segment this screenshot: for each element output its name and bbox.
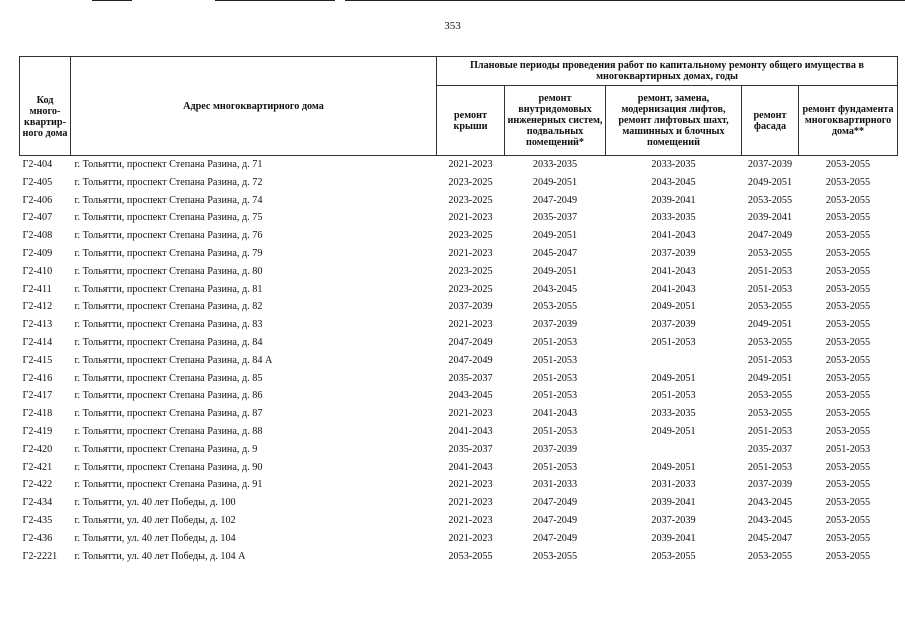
cell-code: Г2-410 — [22, 265, 53, 277]
table-row — [20, 352, 898, 370]
cell-address: г. Тольятти, проспект Степана Разина, д. 79 — [74, 247, 263, 259]
table-row — [20, 494, 898, 512]
cell-facade: 2051-2053 — [747, 283, 793, 295]
cell-foundation: 2053-2055 — [825, 265, 871, 277]
cell-facade: 2053-2055 — [747, 247, 793, 259]
cell-foundation: 2053-2055 — [825, 176, 871, 188]
cell-lifts: 2049-2051 — [651, 425, 696, 437]
cell-lifts: 2031-2033 — [651, 479, 696, 491]
cell-foundation: 2053-2055 — [825, 336, 871, 348]
table-row — [20, 548, 898, 566]
repair-schedule-table — [19, 56, 898, 565]
table-row — [20, 405, 898, 423]
cell-code: Г2-416 — [22, 372, 53, 384]
cell-code: Г2-407 — [22, 212, 53, 224]
cell-foundation: 2053-2055 — [825, 514, 871, 526]
top-rule — [92, 0, 132, 1]
cell-roof: 2043-2045 — [448, 390, 493, 402]
cell-engineering: 2051-2053 — [532, 336, 578, 348]
table-row — [20, 334, 898, 352]
cell-roof: 2021-2023 — [448, 247, 493, 259]
cell-facade: 2047-2049 — [747, 230, 793, 242]
cell-engineering: 2035-2037 — [532, 212, 578, 224]
cell-address: г. Тольятти, проспект Степана Разина, д. 80 — [74, 265, 263, 277]
cell-address: г. Тольятти, проспект Степана Разина, д. 90 — [74, 461, 263, 473]
cell-foundation: 2053-2055 — [825, 461, 871, 473]
cell-code: Г2-411 — [22, 283, 52, 295]
cell-address: г. Тольятти, проспект Степана Разина, д. 83 — [74, 319, 263, 331]
cell-foundation: 2053-2055 — [825, 497, 871, 509]
cell-address: г. Тольятти, проспект Степана Разина, д. 91 — [74, 479, 263, 491]
cell-roof: 2021-2023 — [448, 319, 493, 331]
cell-code: Г2-409 — [22, 247, 53, 259]
cell-address: г. Тольятти, проспект Степана Разина, д. 71 — [74, 159, 263, 170]
cell-code: Г2-420 — [22, 443, 53, 455]
cell-roof: 2023-2025 — [448, 265, 493, 277]
cell-facade: 2045-2047 — [747, 532, 793, 544]
cell-address: г. Тольятти, проспект Степана Разина, д. 82 — [74, 301, 263, 313]
cell-engineering: 2049-2051 — [532, 230, 578, 242]
cell-code: Г2-414 — [22, 336, 53, 348]
cell-address: г. Тольятти, проспект Степана Разина, д. 86 — [74, 390, 263, 402]
cell-code: Г2-422 — [22, 479, 53, 491]
cell-engineering: 2033-2035 — [532, 159, 578, 170]
cell-roof: 2021-2023 — [448, 408, 493, 420]
cell-lifts: 2041-2043 — [651, 230, 696, 242]
cell-engineering: 2043-2045 — [532, 283, 578, 295]
cell-foundation: 2053-2055 — [825, 372, 871, 384]
cell-lifts: 2037-2039 — [651, 247, 696, 259]
cell-foundation: 2053-2055 — [825, 390, 871, 402]
cell-address: г. Тольятти, проспект Степана Разина, д. 84 А — [74, 354, 273, 366]
cell-foundation: 2053-2055 — [825, 319, 871, 331]
header-code: Код много-квартир-ного дома — [20, 57, 71, 156]
cell-facade: 2043-2045 — [747, 497, 793, 509]
cell-engineering: 2045-2047 — [532, 247, 578, 259]
cell-foundation: 2053-2055 — [825, 425, 871, 437]
cell-foundation: 2053-2055 — [825, 230, 871, 242]
page-number: 353 — [444, 20, 461, 32]
cell-engineering: 2051-2053 — [532, 390, 578, 402]
cell-address: г. Тольятти, ул. 40 лет Победы, д. 104 А — [74, 550, 246, 562]
cell-code: Г2-418 — [22, 408, 53, 420]
table-row — [20, 174, 898, 192]
cell-facade: 2053-2055 — [747, 336, 793, 348]
header-lifts: ремонт, замена, модернизация лифтов, ремонт лифтовых шахт, машинных и блочных помещений — [606, 86, 742, 156]
cell-lifts: 2043-2045 — [651, 176, 696, 188]
cell-code: Г2-434 — [22, 497, 53, 509]
cell-engineering: 2037-2039 — [532, 319, 578, 331]
table-row — [20, 298, 898, 316]
header-address: Адрес многоквартирного дома — [71, 57, 437, 156]
cell-roof: 2021-2023 — [448, 514, 493, 526]
cell-lifts: 2049-2051 — [651, 461, 696, 473]
header-facade: ремонт фасада — [742, 86, 799, 156]
cell-address: г. Тольятти, проспект Степана Разина, д. 74 — [74, 194, 263, 206]
cell-code: Г2-404 — [22, 159, 53, 170]
cell-facade: 2053-2055 — [747, 301, 793, 313]
cell-foundation: 2051-2053 — [825, 443, 871, 455]
table-row — [20, 512, 898, 530]
cell-foundation: 2053-2055 — [825, 301, 871, 313]
table-row — [20, 227, 898, 245]
cell-roof: 2021-2023 — [448, 212, 493, 224]
cell-facade: 2049-2051 — [747, 176, 793, 188]
cell-facade: 2051-2053 — [747, 425, 793, 437]
cell-foundation: 2053-2055 — [825, 354, 871, 366]
cell-code: Г2-435 — [22, 514, 53, 526]
cell-facade: 2049-2051 — [747, 319, 793, 331]
cell-engineering: 2047-2049 — [532, 194, 578, 206]
cell-engineering: 2049-2051 — [532, 265, 578, 277]
table-header — [20, 57, 898, 156]
cell-facade: 2051-2053 — [747, 265, 793, 277]
cell-foundation: 2053-2055 — [825, 408, 871, 420]
table-row — [20, 263, 898, 281]
cell-code: Г2-412 — [22, 301, 53, 313]
cell-facade: 2049-2051 — [747, 372, 793, 384]
cell-roof: 2023-2025 — [448, 194, 493, 206]
cell-lifts: 2033-2035 — [651, 159, 696, 170]
table-body — [20, 156, 898, 566]
cell-foundation: 2053-2055 — [825, 283, 871, 295]
cell-engineering: 2041-2043 — [532, 408, 578, 420]
table-row — [20, 316, 898, 334]
table-row — [20, 281, 898, 299]
cell-lifts: 2041-2043 — [651, 283, 696, 295]
cell-facade: 2043-2045 — [747, 514, 793, 526]
cell-foundation: 2053-2055 — [825, 532, 871, 544]
cell-foundation: 2053-2055 — [825, 479, 871, 491]
cell-code: Г2-2221 — [22, 550, 58, 562]
cell-address: г. Тольятти, проспект Степана Разина, д. 9 — [74, 443, 258, 455]
cell-lifts: 2051-2053 — [651, 336, 696, 348]
cell-roof: 2053-2055 — [448, 550, 493, 562]
cell-lifts: 2053-2055 — [651, 550, 696, 562]
cell-engineering: 2051-2053 — [532, 372, 578, 384]
cell-lifts: 2037-2039 — [651, 514, 696, 526]
cell-lifts: 2039-2041 — [651, 532, 696, 544]
cell-roof: 2047-2049 — [448, 354, 493, 366]
header-periods-group: Плановые периоды проведения работ по капитальному ремонту общего имущества в многоквартирных домах, годы — [437, 57, 898, 86]
cell-foundation: 2053-2055 — [825, 194, 871, 206]
cell-code: Г2-436 — [22, 532, 53, 544]
cell-facade: 2035-2037 — [747, 443, 793, 455]
cell-facade: 2051-2053 — [747, 354, 793, 366]
cell-facade: 2053-2055 — [747, 194, 793, 206]
cell-lifts: 2033-2035 — [651, 408, 696, 420]
cell-address: г. Тольятти, проспект Степана Разина, д. 87 — [74, 408, 263, 420]
header-engineering: ремонт внутридомовых инженерных систем, подвальных помещений* — [505, 86, 606, 156]
table-row — [20, 156, 898, 174]
cell-engineering: 2053-2055 — [532, 550, 578, 562]
cell-engineering: 2031-2033 — [532, 479, 578, 491]
cell-engineering: 2037-2039 — [532, 443, 578, 455]
cell-code: Г2-413 — [22, 319, 53, 331]
top-rule — [345, 0, 905, 1]
cell-roof: 2021-2023 — [448, 159, 493, 170]
cell-engineering: 2053-2055 — [532, 301, 578, 313]
cell-engineering: 2051-2053 — [532, 354, 578, 366]
cell-lifts: 2049-2051 — [651, 301, 696, 313]
cell-roof: 2047-2049 — [448, 336, 493, 348]
cell-address: г. Тольятти, проспект Степана Разина, д. 81 — [74, 283, 263, 295]
cell-code: Г2-405 — [22, 176, 53, 188]
cell-address: г. Тольятти, проспект Степана Разина, д. 75 — [74, 212, 263, 224]
cell-engineering: 2047-2049 — [532, 532, 578, 544]
header-foundation: ремонт фундамента многоквартирного дома** — [799, 86, 898, 156]
cell-foundation: 2053-2055 — [825, 212, 871, 224]
header-roof: ремонт крыши — [437, 86, 505, 156]
cell-lifts: 2039-2041 — [651, 194, 696, 206]
cell-code: Г2-408 — [22, 230, 53, 242]
cell-lifts: 2041-2043 — [651, 265, 696, 277]
cell-code: Г2-406 — [22, 194, 53, 206]
table-row — [20, 476, 898, 494]
table-row — [20, 209, 898, 227]
cell-lifts — [606, 441, 742, 459]
cell-foundation: 2053-2055 — [825, 550, 871, 562]
cell-lifts: 2051-2053 — [651, 390, 696, 402]
cell-engineering: 2049-2051 — [532, 176, 578, 188]
cell-facade: 2037-2039 — [747, 159, 793, 170]
cell-address: г. Тольятти, проспект Степана Разина, д. 76 — [74, 230, 263, 242]
table-row — [20, 459, 898, 477]
cell-roof: 2035-2037 — [448, 443, 493, 455]
cell-code: Г2-421 — [22, 461, 53, 473]
cell-roof: 2037-2039 — [448, 301, 493, 313]
table-row — [20, 387, 898, 405]
cell-facade: 2053-2055 — [747, 390, 793, 402]
cell-facade: 2053-2055 — [747, 408, 793, 420]
cell-facade: 2051-2053 — [747, 461, 793, 473]
cell-roof: 2023-2025 — [448, 176, 493, 188]
table-row — [20, 245, 898, 263]
cell-lifts — [606, 352, 742, 370]
cell-roof: 2023-2025 — [448, 230, 493, 242]
cell-roof: 2041-2043 — [448, 461, 493, 473]
table-row — [20, 441, 898, 459]
cell-foundation: 2053-2055 — [825, 159, 871, 170]
cell-code: Г2-415 — [22, 354, 53, 366]
cell-engineering: 2051-2053 — [532, 461, 578, 473]
cell-facade: 2037-2039 — [747, 479, 793, 491]
cell-foundation: 2053-2055 — [825, 247, 871, 259]
cell-address: г. Тольятти, проспект Степана Разина, д. 72 — [74, 176, 263, 188]
cell-roof: 2023-2025 — [448, 283, 493, 295]
top-rule — [215, 0, 335, 1]
table-row — [20, 370, 898, 388]
cell-lifts: 2037-2039 — [651, 319, 696, 331]
cell-code: Г2-419 — [22, 425, 53, 437]
cell-roof: 2021-2023 — [448, 532, 493, 544]
cell-roof: 2021-2023 — [448, 479, 493, 491]
table-row — [20, 192, 898, 210]
table-row — [20, 423, 898, 441]
cell-roof: 2021-2023 — [448, 497, 493, 509]
cell-address: г. Тольятти, проспект Степана Разина, д. 84 — [74, 336, 263, 348]
cell-lifts: 2039-2041 — [651, 497, 696, 509]
cell-address: г. Тольятти, ул. 40 лет Победы, д. 104 — [74, 532, 236, 544]
cell-address: г. Тольятти, проспект Степана Разина, д. 85 — [74, 372, 263, 384]
cell-address: г. Тольятти, ул. 40 лет Победы, д. 102 — [74, 514, 236, 526]
cell-address: г. Тольятти, проспект Степана Разина, д. 88 — [74, 425, 263, 437]
cell-roof: 2041-2043 — [448, 425, 493, 437]
cell-engineering: 2047-2049 — [532, 497, 578, 509]
cell-engineering: 2051-2053 — [532, 425, 578, 437]
cell-engineering: 2047-2049 — [532, 514, 578, 526]
cell-code: Г2-417 — [22, 390, 53, 402]
table-row — [20, 530, 898, 548]
cell-lifts: 2033-2035 — [651, 212, 696, 224]
cell-facade: 2053-2055 — [747, 550, 793, 562]
cell-lifts: 2049-2051 — [651, 372, 696, 384]
cell-address: г. Тольятти, ул. 40 лет Победы, д. 100 — [74, 497, 236, 509]
cell-roof: 2035-2037 — [448, 372, 493, 384]
cell-facade: 2039-2041 — [747, 212, 793, 224]
